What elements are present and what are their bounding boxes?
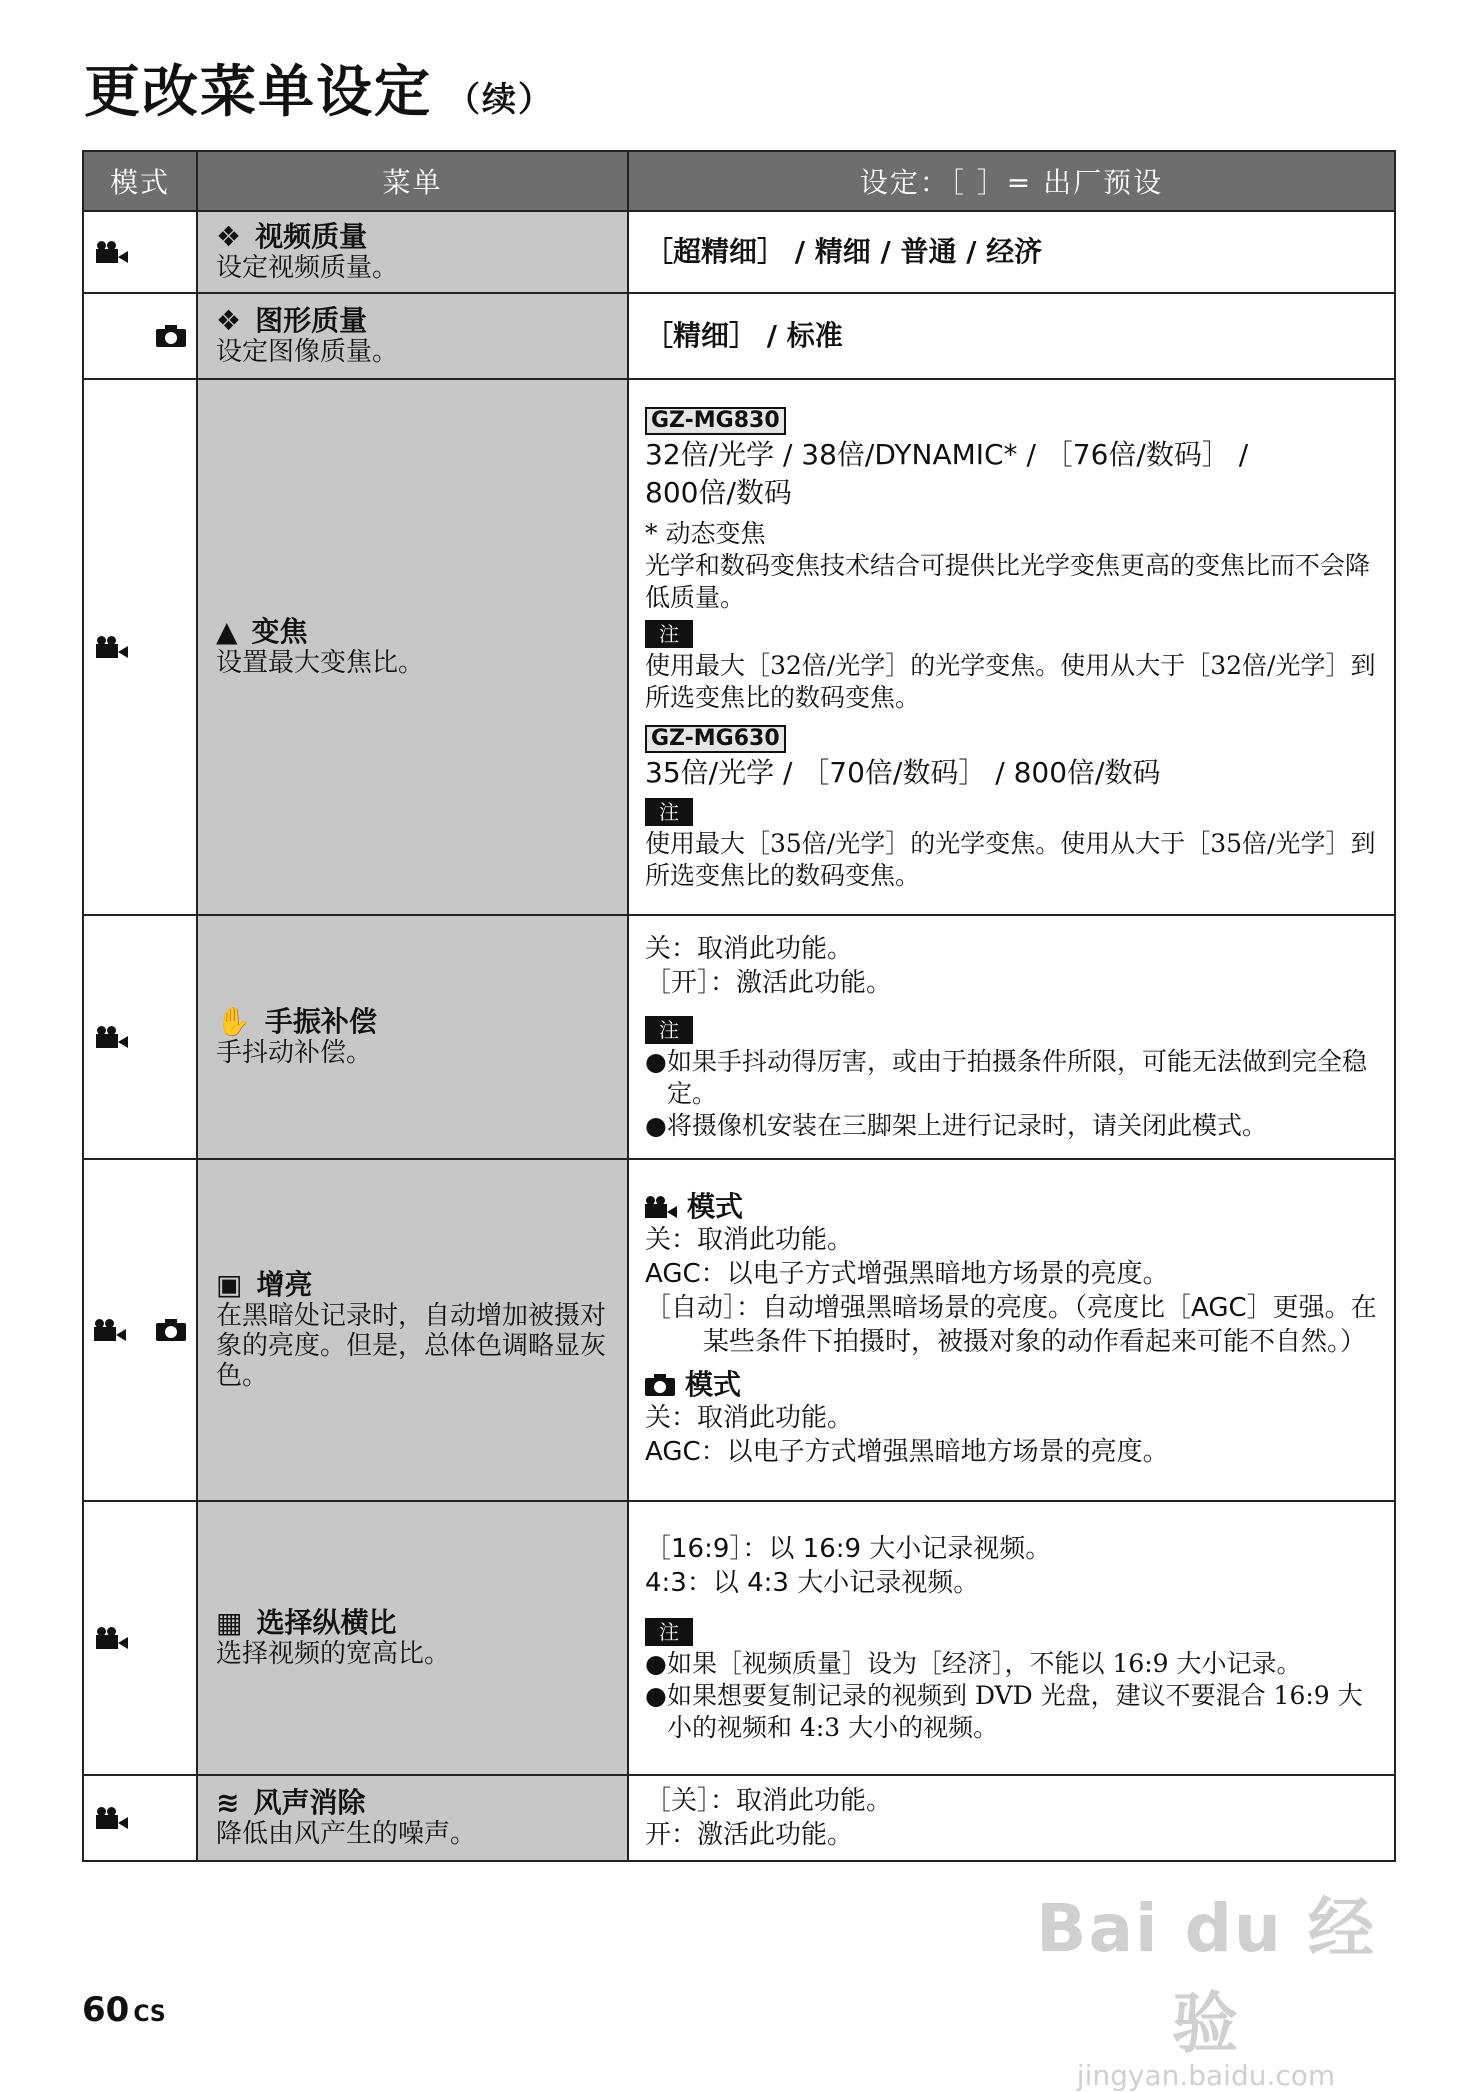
page-title <box>84 48 554 128</box>
mode-cell <box>83 1501 197 1775</box>
setting-cell <box>628 1159 1395 1501</box>
page-number <box>82 1990 166 2030</box>
setting-options: ［超精细］ / 精细 / 普通 / 经济 <box>645 235 1043 268</box>
video-camera-icon <box>645 1196 677 1218</box>
menu-cell <box>197 1775 628 1861</box>
setting-cell <box>628 379 1395 915</box>
note-label: 注 <box>645 1016 693 1044</box>
option-4-3: 4:3：以 4:3 大小记录视频。 <box>645 1568 980 1598</box>
list-item: ● 将摄像机安装在三脚架上进行记录时，请关闭此模式。 <box>645 1111 1268 1140</box>
menu-item-desc: 在黑暗处记录时，自动增加被摄对象的亮度。但是，总体色调略显灰色。 <box>216 1301 607 1391</box>
mode-cell <box>83 293 197 379</box>
option-off: 关：取消此功能。 <box>645 1403 854 1433</box>
option-agc: AGC：以电子方式增强黑暗地方场景的亮度。 <box>645 1437 1169 1467</box>
wide-icon: ▦ <box>216 1606 243 1639</box>
quality-icon: ❖ <box>216 220 242 253</box>
still-camera-icon <box>645 1374 675 1396</box>
video-camera-icon <box>96 241 128 263</box>
watermark-logo: Bai du 经验 <box>1036 1890 1376 2062</box>
hand-shake-icon: ✋ <box>216 1005 251 1038</box>
still-camera-icon <box>156 1319 186 1341</box>
menu-item-desc: 设定图像质量。 <box>216 337 399 367</box>
page-lang: CS <box>133 2002 166 2027</box>
video-camera-icon <box>96 1807 128 1829</box>
mode-cell <box>83 211 197 293</box>
list-item: ● 如果想要复制记录的视频到 DVD 光盘，建议不要混合 16:9 大小的视频和 4:3 大小的视频。 <box>645 1681 1363 1742</box>
option-on: ［开］：激活此功能。 <box>645 968 893 998</box>
video-camera-icon <box>94 1319 126 1341</box>
zoom-options-b: 35倍/光学 / ［70倍/数码］ / 800倍/数码 <box>645 756 1161 789</box>
list-item: ● 如果［视频质量］设为［经济］，不能以 16:9 大小记录。 <box>645 1649 1302 1678</box>
header-mode: 模式 <box>83 151 197 211</box>
setting-cell <box>628 1775 1395 1861</box>
note-text: 使用最大［35倍/光学］的光学变焦。使用从大于［35倍/光学］到所选变焦比的数码变焦。 <box>645 829 1376 890</box>
header-setting: 设定：［ ］= 出厂预设 <box>628 151 1395 211</box>
menu-item-title: 视频质量 <box>255 220 368 253</box>
menu-cell <box>197 379 628 915</box>
wind-icon: ≋ <box>216 1786 240 1819</box>
zoom-options-a-line1: 32倍/光学 / 38倍/DYNAMIC* / ［76倍/数码］ / <box>645 438 1249 471</box>
table-row-gain-up <box>83 1159 1395 1501</box>
option-16-9: ［16:9］：以 16:9 大小记录视频。 <box>645 1534 1052 1564</box>
menu-item-title: 手振补偿 <box>264 1005 377 1038</box>
table-header-row <box>83 151 1395 211</box>
page-number-value: 60 <box>82 1990 130 2030</box>
video-camera-icon <box>96 1627 128 1649</box>
option-agc: AGC：以电子方式增强黑暗地方场景的亮度。 <box>645 1259 1169 1289</box>
watermark-url: jingyan.baidu.com <box>1076 2059 1336 2092</box>
menu-item-title: 变焦 <box>251 615 308 648</box>
setting-cell <box>628 915 1395 1159</box>
menu-cell <box>197 211 628 293</box>
menu-cell <box>197 1501 628 1775</box>
baidu-watermark <box>1036 1875 1376 2092</box>
mode-cell <box>83 915 197 1159</box>
option-on: 开：激活此功能。 <box>645 1820 854 1850</box>
option-off: 关：取消此功能。 <box>645 1225 854 1255</box>
menu-item-desc: 降低由风产生的噪声。 <box>216 1819 477 1849</box>
header-menu: 菜单 <box>197 151 628 211</box>
table-row-image-quality <box>83 293 1395 379</box>
photo-mode-heading: 模式 <box>685 1368 742 1401</box>
video-camera-icon <box>96 1026 128 1048</box>
table-row-aspect <box>83 1501 1395 1775</box>
list-item: ● 如果手抖动得厉害，或由于拍摄条件所限，可能无法做到完全稳定。 <box>645 1047 1368 1108</box>
video-mode-heading: 模式 <box>687 1190 744 1223</box>
note-text: 使用最大［32倍/光学］的光学变焦。使用从大于［32倍/光学］到所选变焦比的数码变焦。 <box>645 651 1376 712</box>
menu-item-desc: 设置最大变焦比。 <box>216 648 425 678</box>
menu-cell <box>197 293 628 379</box>
zoom-icon: ▲ <box>216 615 238 648</box>
table-row-video-quality <box>83 211 1395 293</box>
gain-up-icon: ▣ <box>216 1268 243 1301</box>
menu-cell <box>197 1159 628 1501</box>
video-camera-icon <box>96 636 128 658</box>
menu-item-title: 风声消除 <box>253 1786 366 1819</box>
quality-icon: ❖ <box>216 304 242 337</box>
menu-item-title: 选择纵横比 <box>256 1606 397 1639</box>
setting-cell <box>628 293 1395 379</box>
table-row-stabilizer <box>83 915 1395 1159</box>
model-badge: GZ-MG830 <box>645 407 786 435</box>
note-label: 注 <box>645 798 693 826</box>
note-label: 注 <box>645 620 693 648</box>
menu-cell <box>197 915 628 1159</box>
page-title-main: 更改菜单设定 <box>84 60 432 125</box>
menu-item-title: 图形质量 <box>255 304 368 337</box>
menu-item-desc: 手抖动补偿。 <box>216 1038 373 1068</box>
option-off: 关：取消此功能。 <box>645 934 854 964</box>
model-badge: GZ-MG630 <box>645 725 786 753</box>
note-label: 注 <box>645 1618 693 1646</box>
setting-options: ［精细］ / 标准 <box>645 319 843 352</box>
table-row-wind-cut <box>83 1775 1395 1861</box>
dynamic-zoom-desc: 光学和数码变焦技术结合可提供比光学变焦更高的变焦比而不会降低质量。 <box>645 551 1371 612</box>
menu-item-desc: 选择视频的宽高比。 <box>216 1639 451 1669</box>
setting-cell <box>628 1501 1395 1775</box>
mode-cell <box>83 1775 197 1861</box>
still-camera-icon <box>156 325 186 347</box>
option-auto: ［自动］：自动增强黑暗场景的亮度。（亮度比［AGC］更强。在某些条件下拍摄时，被摄对象的动作看起来可能不自然。） <box>645 1293 1377 1357</box>
menu-item-desc: 设定视频质量。 <box>216 253 399 283</box>
mode-cell <box>83 379 197 915</box>
menu-settings-table <box>82 150 1396 1862</box>
zoom-options-a-line2: 800倍/数码 <box>645 476 792 509</box>
mode-cell <box>83 1159 197 1501</box>
menu-item-title: 增亮 <box>256 1268 313 1301</box>
table-row-zoom <box>83 379 1395 915</box>
option-off: ［关］：取消此功能。 <box>645 1786 893 1816</box>
dynamic-zoom-title: * 动态变焦 <box>645 519 766 548</box>
setting-cell <box>628 211 1395 293</box>
page-title-suffix: （续） <box>446 80 554 120</box>
